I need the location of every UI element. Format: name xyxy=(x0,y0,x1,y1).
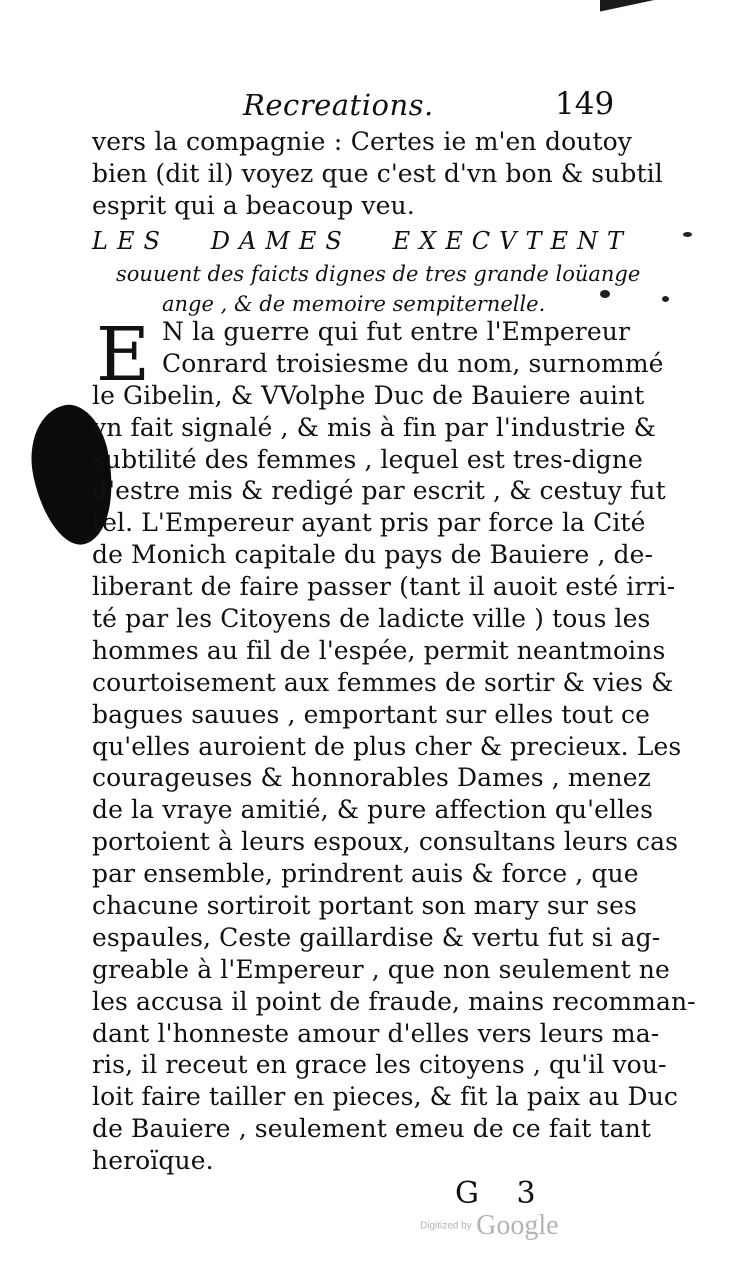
text-line: bien (dit il) voyez que c'est d'vn bon & subtil xyxy=(92,159,663,189)
heading-line: ange , & de memoire sempiternelle. xyxy=(162,291,546,316)
ink-speck xyxy=(683,232,692,237)
text-line: esprit qui a beacoup veu. xyxy=(92,191,415,221)
ink-speck xyxy=(662,296,669,302)
text-line: Conrard troisiesme du nom, surnommé xyxy=(162,348,664,378)
signature-mark: G 3 xyxy=(455,1176,550,1211)
text-line: liberant de faire passer (tant il auoit esté irri- xyxy=(92,572,676,602)
text-line: de la vraye amitié, & pure affection qu'elles xyxy=(92,795,654,825)
text-line: de Monich capitale du pays de Bauiere , de- xyxy=(92,540,654,570)
text-line: tel. L'Empereur ayant pris par force la Cité xyxy=(92,508,646,538)
text-line: par ensemble, prindrent auis & force , que xyxy=(92,859,639,889)
drop-cap: E xyxy=(96,312,151,398)
text-line: les accusa il point de fraude, mains recomman- xyxy=(92,986,696,1016)
text-line: d'estre mis & redigé par escrit , & cestuy fut xyxy=(92,476,666,506)
text-line: ris, il receut en grace les citoyens , qu'il vou- xyxy=(92,1050,667,1080)
intro-text xyxy=(92,126,663,319)
digitized-prefix: Digitized by xyxy=(420,1220,472,1232)
text-line: vn fait signalé , & mis à fin par l'industrie & xyxy=(92,412,657,442)
text-line: portoient à leurs espoux, consultans leurs cas xyxy=(92,827,679,857)
heading-line: souuent des faicts dignes de tres grande loüange xyxy=(116,261,641,286)
text-line: bagues sauues , emportant sur elles tout ce xyxy=(92,699,651,729)
google-wordmark: Google xyxy=(476,1210,559,1241)
text-line: vers la compagnie : Certes ie m'en doutoy xyxy=(92,127,632,156)
text-line: espaules, Ceste gaillardise & vertu fut si ag- xyxy=(92,922,661,952)
digitized-by-watermark xyxy=(420,1210,559,1242)
text-line: le Gibelin, & VVolphe Duc de Bauiere auint xyxy=(92,380,645,410)
text-line: loit faire tailler en pieces, & fit la paix au Duc xyxy=(92,1082,679,1112)
text-line: dant l'honneste amour d'elles vers leurs ma- xyxy=(92,1018,660,1048)
heading-caps: LES DAMES EXECVTENT xyxy=(92,226,632,255)
running-head: Recreations. xyxy=(243,88,434,122)
text-line: heroïque. xyxy=(92,1146,214,1176)
text-line: qu'elles auroient de plus cher & precieux. Les xyxy=(92,731,682,761)
text-line: courageuses & honnorables Dames , menez xyxy=(92,763,651,793)
text-line: greable à l'Empereur , que non seulement ne xyxy=(92,954,670,984)
text-line: té par les Citoyens de ladicte ville ) tous les xyxy=(92,604,651,634)
text-line: N la guerre qui fut entre l'Empereur xyxy=(162,317,630,346)
body-text xyxy=(92,312,696,1177)
text-line: subtilité des femmes , lequel est tres-digne xyxy=(92,444,643,474)
section-heading xyxy=(92,223,641,319)
scan-corner-mark xyxy=(600,0,715,38)
text-line: courtoisement aux femmes de sortir & vies & xyxy=(92,667,674,697)
text-line: de Bauiere , seulement emeu de ce fait tant xyxy=(92,1114,651,1144)
page-number: 149 xyxy=(555,86,615,122)
text-line: chacune sortiroit portant son mary sur ses xyxy=(92,891,637,921)
text-line: hommes au fil de l'espée, permit neantmoins xyxy=(92,635,666,665)
